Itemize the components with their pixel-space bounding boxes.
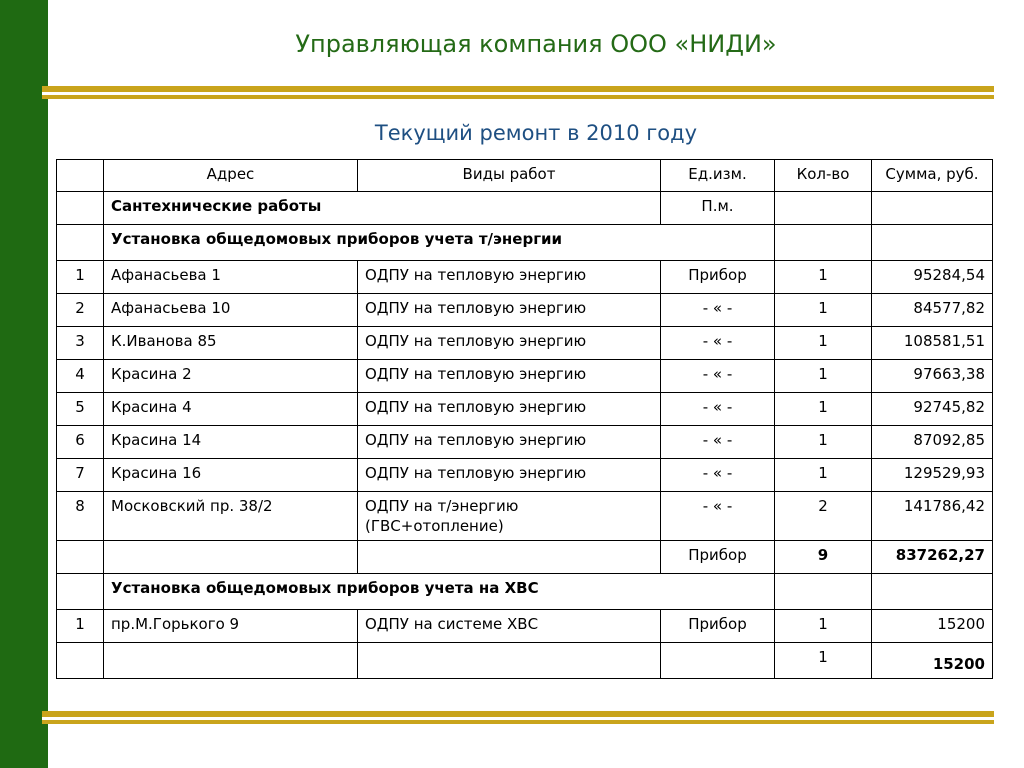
row-unit: - « - xyxy=(661,327,775,360)
table-row xyxy=(57,294,993,327)
row-qty: 1 xyxy=(775,360,872,393)
row-number: 7 xyxy=(57,459,104,492)
row-sum: 141786,42 xyxy=(872,492,993,541)
row-work: ОДПУ на тепловую энергию xyxy=(358,393,661,426)
row-unit: - « - xyxy=(661,360,775,393)
row-work: ОДПУ на тепловую энергию xyxy=(358,360,661,393)
row-number: 5 xyxy=(57,393,104,426)
row-qty: 1 xyxy=(775,294,872,327)
total-sum: 837262,27 xyxy=(872,541,993,574)
table-row xyxy=(57,327,993,360)
row-qty: 1 xyxy=(775,261,872,294)
header-row xyxy=(57,160,993,192)
row-sum: 95284,54 xyxy=(872,261,993,294)
page-subtitle: Текущий ремонт в 2010 году xyxy=(374,121,698,145)
row-address: К.Иванова 85 xyxy=(104,327,358,360)
total-qty: 1 xyxy=(775,643,872,679)
category-row xyxy=(57,192,993,225)
col-header-num xyxy=(57,160,104,192)
row-number: 1 xyxy=(57,261,104,294)
total-row xyxy=(57,643,993,679)
section-title: Установка общедомовых приборов учета т/энергии xyxy=(104,225,775,261)
row-address: Красина 14 xyxy=(104,426,358,459)
section-title: Установка общедомовых приборов учета на ХВС xyxy=(104,574,775,610)
row-number: 6 xyxy=(57,426,104,459)
row-unit: - « - xyxy=(661,393,775,426)
row-work: ОДПУ на тепловую энергию xyxy=(358,426,661,459)
repair-table xyxy=(56,159,993,679)
row-qty: 1 xyxy=(775,393,872,426)
row-number: 1 xyxy=(57,610,104,643)
total-unit: Прибор xyxy=(661,541,775,574)
total-sum: 15200 xyxy=(872,643,993,679)
page-title: Управляющая компания ООО «НИДИ» xyxy=(295,30,777,58)
table-row xyxy=(57,360,993,393)
category-unit: П.м. xyxy=(661,192,775,225)
row-number: 2 xyxy=(57,294,104,327)
row-number: 4 xyxy=(57,360,104,393)
row-work: ОДПУ на т/энергию (ГВС+отопление) xyxy=(358,492,661,541)
top-divider xyxy=(42,86,994,99)
row-address: Московский пр. 38/2 xyxy=(104,492,358,541)
section-row xyxy=(57,225,993,261)
row-address: Афанасьева 10 xyxy=(104,294,358,327)
table-row xyxy=(57,459,993,492)
row-address: Афанасьева 1 xyxy=(104,261,358,294)
col-header-unit: Ед.изм. xyxy=(661,160,775,192)
row-work: ОДПУ на системе ХВС xyxy=(358,610,661,643)
row-address: Красина 16 xyxy=(104,459,358,492)
table-row xyxy=(57,426,993,459)
row-unit: - « - xyxy=(661,459,775,492)
row-number: 8 xyxy=(57,492,104,541)
section-row xyxy=(57,574,993,610)
col-header-address: Адрес xyxy=(104,160,358,192)
row-unit: Прибор xyxy=(661,610,775,643)
table-row xyxy=(57,610,993,643)
col-header-qty: Кол-во xyxy=(775,160,872,192)
row-unit: - « - xyxy=(661,492,775,541)
row-qty: 2 xyxy=(775,492,872,541)
row-qty: 1 xyxy=(775,327,872,360)
row-unit: Прибор xyxy=(661,261,775,294)
row-unit: - « - xyxy=(661,294,775,327)
row-sum: 129529,93 xyxy=(872,459,993,492)
row-sum: 92745,82 xyxy=(872,393,993,426)
table-row xyxy=(57,492,993,541)
col-header-sum: Сумма, руб. xyxy=(872,160,993,192)
col-header-work: Виды работ xyxy=(358,160,661,192)
category-label: Сантехнические работы xyxy=(104,192,661,225)
row-qty: 1 xyxy=(775,426,872,459)
table-row xyxy=(57,261,993,294)
bottom-divider xyxy=(42,711,994,724)
row-number: 3 xyxy=(57,327,104,360)
row-address: Красина 4 xyxy=(104,393,358,426)
row-address: пр.М.Горького 9 xyxy=(104,610,358,643)
row-qty: 1 xyxy=(775,610,872,643)
row-sum: 108581,51 xyxy=(872,327,993,360)
row-qty: 1 xyxy=(775,459,872,492)
row-work: ОДПУ на тепловую энергию xyxy=(358,261,661,294)
row-address: Красина 2 xyxy=(104,360,358,393)
row-sum: 97663,38 xyxy=(872,360,993,393)
table-row xyxy=(57,393,993,426)
row-sum: 87092,85 xyxy=(872,426,993,459)
row-work: ОДПУ на тепловую энергию xyxy=(358,294,661,327)
row-sum: 84577,82 xyxy=(872,294,993,327)
row-sum: 15200 xyxy=(872,610,993,643)
total-qty: 9 xyxy=(775,541,872,574)
row-unit: - « - xyxy=(661,426,775,459)
side-bar xyxy=(0,0,48,768)
row-work: ОДПУ на тепловую энергию xyxy=(358,327,661,360)
total-row xyxy=(57,541,993,574)
row-work: ОДПУ на тепловую энергию xyxy=(358,459,661,492)
